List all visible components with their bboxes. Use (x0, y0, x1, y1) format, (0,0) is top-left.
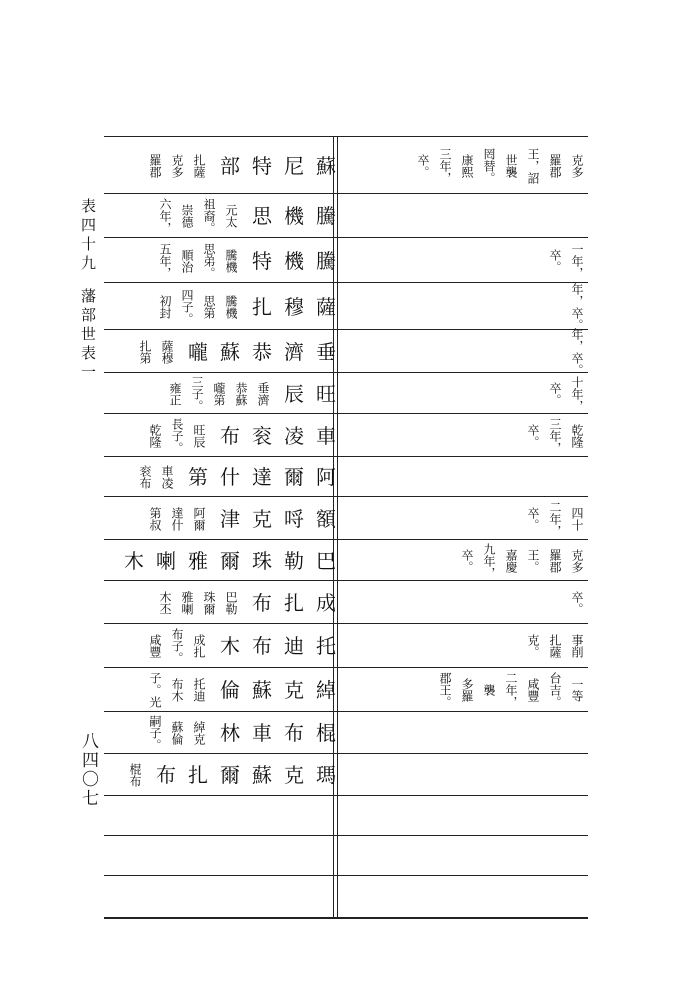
name-character: 爾 (284, 465, 304, 489)
annotation-column: 綽克 (192, 721, 206, 745)
annotation-column: 雅喇 (180, 590, 194, 615)
name-character: 扎 (284, 590, 304, 615)
record-column: 王。 (526, 548, 540, 573)
name-character: 衮 (252, 423, 272, 448)
table-row (104, 624, 588, 668)
annotation-column: 扎薩 (192, 153, 206, 178)
row-separator (104, 875, 588, 876)
name-character: 布 (220, 423, 240, 448)
record-column: 克多 (570, 548, 584, 573)
table-title: 表四十九 (79, 198, 97, 274)
table-row (104, 457, 588, 497)
annotation-column: 騰機 (224, 248, 238, 273)
name-character: 特 (252, 248, 272, 273)
name-character: 部 (220, 153, 240, 178)
name-character: 第 (188, 465, 208, 489)
bottom-border (104, 918, 588, 919)
record-column: 襲 (482, 684, 496, 696)
name-character: 達 (252, 465, 272, 489)
annotation-column: 崇德 (180, 204, 194, 228)
record-column: 事削 (570, 634, 584, 658)
annotation-column: 三子。 (190, 375, 204, 412)
table-row (104, 238, 588, 283)
name-character: 布 (252, 590, 272, 615)
name-character: 旺 (316, 381, 336, 406)
annotation-column: 雍正 (168, 381, 182, 406)
record-column: 十年， (570, 375, 584, 412)
annotation-column: 子。光 (148, 672, 162, 708)
name-character: 什 (220, 465, 240, 489)
table-row (104, 414, 588, 457)
row-separator (104, 795, 588, 796)
name-character: 棍 (316, 721, 336, 745)
name-character: 托 (316, 634, 336, 658)
record-column: 扎薩 (548, 634, 562, 658)
annotation-column: 木丕 (158, 590, 172, 615)
name-character: 恭 (252, 339, 272, 364)
name-character: 津 (220, 506, 240, 531)
record-column: 一年， (570, 242, 584, 279)
table-row (104, 712, 588, 754)
annotation-column: 初封 (158, 294, 172, 319)
name-character: 爾 (220, 548, 240, 573)
name-character: 巴 (316, 548, 336, 573)
name-character: 蘇 (252, 678, 272, 702)
name-character: 喇 (156, 548, 176, 573)
annotation-column: 思第 (202, 294, 216, 319)
name-character: 穆 (284, 294, 304, 319)
annotation-column: 嚨第 (212, 381, 226, 406)
name-character: 林 (220, 721, 240, 745)
annotation-column: 成扎 (192, 634, 206, 658)
name-character: 特 (252, 153, 272, 178)
name-character: 瑪 (316, 763, 336, 787)
annotation-column: 第叔 (148, 506, 162, 531)
name-character: 尼 (284, 153, 304, 178)
record-column: 乾隆 (570, 423, 584, 448)
name-character: 克 (284, 763, 304, 787)
record-column: 克。 (526, 634, 540, 658)
name-character: 爾 (220, 763, 240, 787)
annotation-column: 棍布 (128, 763, 142, 787)
name-character: 克 (284, 678, 304, 702)
margin-title-block (78, 198, 99, 383)
annotation-column: 薩穆 (160, 339, 174, 364)
annotation-column: 旺辰 (192, 423, 206, 448)
name-character: 雅 (188, 548, 208, 573)
record-column: 卒。 (416, 153, 430, 178)
record-column: 一等 (570, 678, 584, 702)
annotation-column: 珠爾 (202, 590, 216, 615)
annotation-column: 扎第 (138, 339, 152, 364)
record-column: 咸豐 (526, 678, 540, 702)
record-column: 羅郡 (548, 153, 562, 178)
table-row (104, 497, 588, 540)
name-character: 車 (316, 423, 336, 448)
record-column: 三年， (438, 147, 452, 184)
record-column: 王，詔 (526, 147, 540, 184)
record-column: 卒。 (570, 590, 584, 615)
name-character: 迪 (284, 634, 304, 658)
record-column: 郡王。 (438, 672, 452, 708)
table-row (104, 373, 588, 414)
record-column: 世襲 (504, 153, 518, 178)
annotation-column: 巴勒 (224, 590, 238, 615)
annotation-column: 長子。 (170, 417, 184, 454)
record-column: 二年， (548, 500, 562, 537)
name-character: 蘇 (220, 339, 240, 364)
annotation-column: 元太 (224, 204, 238, 228)
page-number: 八四〇七 (78, 732, 98, 808)
row-separator (104, 835, 588, 836)
name-character: 阿 (316, 465, 336, 489)
name-character: 珠 (252, 548, 272, 573)
record-column: 康熙 (460, 153, 474, 178)
record-column: 克多 (570, 153, 584, 178)
name-character: 扎 (188, 763, 208, 787)
record-column: 四十 (570, 506, 584, 531)
record-column: 卒。 (548, 248, 562, 273)
table-row (104, 194, 588, 238)
name-character: 蘇 (252, 763, 272, 787)
name-character: 哷 (284, 506, 304, 531)
annotation-column: 阿爾 (192, 506, 206, 531)
name-character: 額 (316, 506, 336, 531)
record-column: 嘉慶 (504, 548, 518, 573)
name-character: 木 (220, 634, 240, 658)
table-row (104, 581, 588, 624)
name-character: 嚨 (188, 339, 208, 364)
annotation-column: 騰機 (224, 294, 238, 319)
name-character: 薩 (316, 294, 336, 319)
annotation-column: 布木 (170, 678, 184, 702)
table-row (104, 668, 588, 712)
name-character: 倫 (220, 678, 240, 702)
name-character: 機 (284, 248, 304, 273)
record-column: 羅郡 (548, 548, 562, 573)
name-character: 扎 (252, 294, 272, 319)
record-column: 卒。 (460, 548, 474, 573)
annotation-column: 乾隆 (148, 423, 162, 448)
annotation-column: 垂濟 (256, 381, 270, 406)
name-character: 布 (156, 763, 176, 787)
table-subtitle: 藩部世表一 (79, 288, 97, 383)
annotation-column: 嗣子。 (148, 715, 162, 751)
record-column: 台吉。 (548, 672, 562, 708)
annotation-column: 思弟。 (202, 242, 216, 279)
name-character: 木 (124, 548, 144, 573)
annotation-column: 蘇倫 (170, 721, 184, 745)
table-row (104, 754, 588, 796)
name-character: 勒 (284, 548, 304, 573)
table-row (104, 283, 588, 330)
name-character: 布 (284, 721, 304, 745)
name-character: 蘇 (316, 153, 336, 178)
annotation-column: 六年， (158, 198, 172, 234)
table-row (104, 327, 588, 376)
record-column: 年，卒。 (570, 282, 584, 331)
annotation-column: 羅郡 (148, 153, 162, 178)
record-column: 九年， (482, 542, 496, 579)
annotation-column: 四子。 (180, 288, 194, 325)
record-column: 卒。 (526, 506, 540, 531)
record-column: 三年， (548, 417, 562, 454)
name-character: 成 (316, 590, 336, 615)
name-character: 思 (252, 204, 272, 228)
annotation-column: 衮布 (138, 465, 152, 489)
record-column: 多羅 (460, 678, 474, 702)
record-column: 卒。 (548, 381, 562, 406)
name-character: 車 (252, 721, 272, 745)
annotation-column: 恭蘇 (234, 381, 248, 406)
annotation-column: 順治 (180, 248, 194, 273)
table-row (104, 137, 588, 194)
annotation-column: 車凌 (160, 465, 174, 489)
record-column: 罔替。 (482, 147, 496, 184)
name-character: 垂 (316, 339, 336, 364)
name-character: 辰 (284, 381, 304, 406)
name-character: 綽 (316, 678, 336, 702)
name-character: 布 (252, 634, 272, 658)
name-character: 克 (252, 506, 272, 531)
name-character: 騰 (316, 248, 336, 273)
annotation-column: 布子。 (170, 628, 184, 664)
annotation-column: 達什 (170, 506, 184, 531)
name-character: 濟 (284, 339, 304, 364)
annotation-column: 托迪 (192, 678, 206, 702)
annotation-column: 克多 (170, 153, 184, 178)
annotation-column: 咸豐 (148, 634, 162, 658)
record-column: 年，卒。 (570, 327, 584, 376)
row-separator (104, 917, 588, 918)
record-column: 二年， (504, 672, 518, 708)
annotation-column: 祖裔。 (202, 198, 216, 234)
name-character: 騰 (316, 204, 336, 228)
record-column: 卒。 (526, 423, 540, 448)
annotation-column: 五年， (158, 242, 172, 279)
name-character: 機 (284, 204, 304, 228)
table-row (104, 540, 588, 581)
name-character: 凌 (284, 423, 304, 448)
